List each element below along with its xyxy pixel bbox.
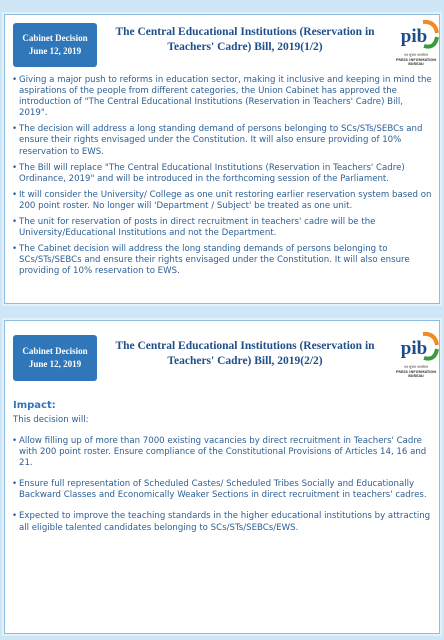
slide-header (5, 321, 439, 379)
date-badge (13, 23, 97, 67)
pib-logo (393, 331, 439, 385)
title-line: Teachers' Cadre) Bill, 2019(1/2) (167, 41, 323, 53)
badge-date: June 12, 2019 (28, 46, 82, 56)
bullet-item: • It will consider the University/ College as one unit restoring earlier reservation system based on 200 point roster. No longer will 'Department / Subject' be treated as one unit. (13, 190, 433, 212)
logo-wordmark: pib (400, 26, 428, 47)
title-line: Teachers' Cadre) Bill, 2019(2/2) (167, 355, 323, 367)
bullet-item: • The Cabinet decision will address the long standing demands of persons belonging to SCs/STs/SEBCs and ensure their rights envisaged under the Constitution. It will also ensure providing of 10% reservation to EWS. (13, 244, 433, 277)
pib-logo-icon (393, 331, 439, 365)
bullet-item: • The unit for reservation of posts in direct recruitment in teachers' cadre will be the University/Educational Institutions and not the Department. (13, 217, 433, 239)
bullet-item: • The decision will address a long standing demand of persons belonging to SCs/STs/SEBCs and ensure their rights envisaged under the Constitution. It will also ensure providing of 10% reservation to EWS. (13, 124, 433, 157)
badge-date: June 12, 2019 (28, 359, 82, 369)
title-line: The Central Educational Institutions (Reservation in (115, 340, 375, 352)
impact-intro: This decision will: (13, 415, 89, 425)
slide-title (101, 25, 389, 55)
bullet-item: • Allow filling up of more than 7000 existing vacancies by direct recruitment in Teachers' Cadre with 200 point roster. Ensure compliance of the Constitutional Provisions of Articles 14, 16 and 21. (13, 436, 433, 469)
logo-caption-english: PRESS INFORMATION BUREAU (395, 58, 437, 66)
logo-caption-english: PRESS INFORMATION BUREAU (395, 370, 437, 378)
badge-label: Cabinet Decision (22, 33, 88, 43)
logo-wordmark: pib (400, 338, 428, 359)
bullet-item: • Expected to improve the teaching standards in the higher educational institutions by attracting all eligible talented candidates belonging to SCs/STs/SEBCs/EWS. (13, 511, 433, 533)
pib-logo-icon (393, 19, 439, 53)
impact-heading: Impact: (13, 400, 56, 411)
bullet-list (13, 75, 433, 283)
pib-logo (393, 19, 439, 73)
badge-label: Cabinet Decision (22, 346, 88, 356)
slide-title (101, 339, 389, 369)
title-line: The Central Educational Institutions (Reservation in (115, 26, 375, 38)
date-badge (13, 335, 97, 381)
slide-card-2 (4, 320, 440, 634)
logo-caption-hindi: पत्र सूचना कार्यालय (404, 365, 428, 369)
slide-header (5, 15, 439, 73)
bullet-item: • Ensure full representation of Scheduled Castes/ Scheduled Tribes Socially and Educationally Backward Classes and Economically Weaker Sections in direct recruitment in teachers' cadres. (13, 479, 433, 501)
impact-section (13, 399, 433, 544)
logo-caption-hindi: पत्र सूचना कार्यालय (404, 53, 428, 57)
slide-card-1 (4, 14, 440, 304)
bullet-item: • Giving a major push to reforms in education sector, making it inclusive and keeping in mind the aspirations of the people from different categories, the Union Cabinet has approved the introduction of "The Central Educational Institutions (Reservation in Teachers' Cadre) Bill, 2019". (13, 75, 433, 119)
bullet-item: • The Bill will replace "The Central Educational Institutions (Reservation in Teachers' Cadre) Ordinance, 2019" and will be introduced in the forthcoming session of the Parliament. (13, 163, 433, 185)
